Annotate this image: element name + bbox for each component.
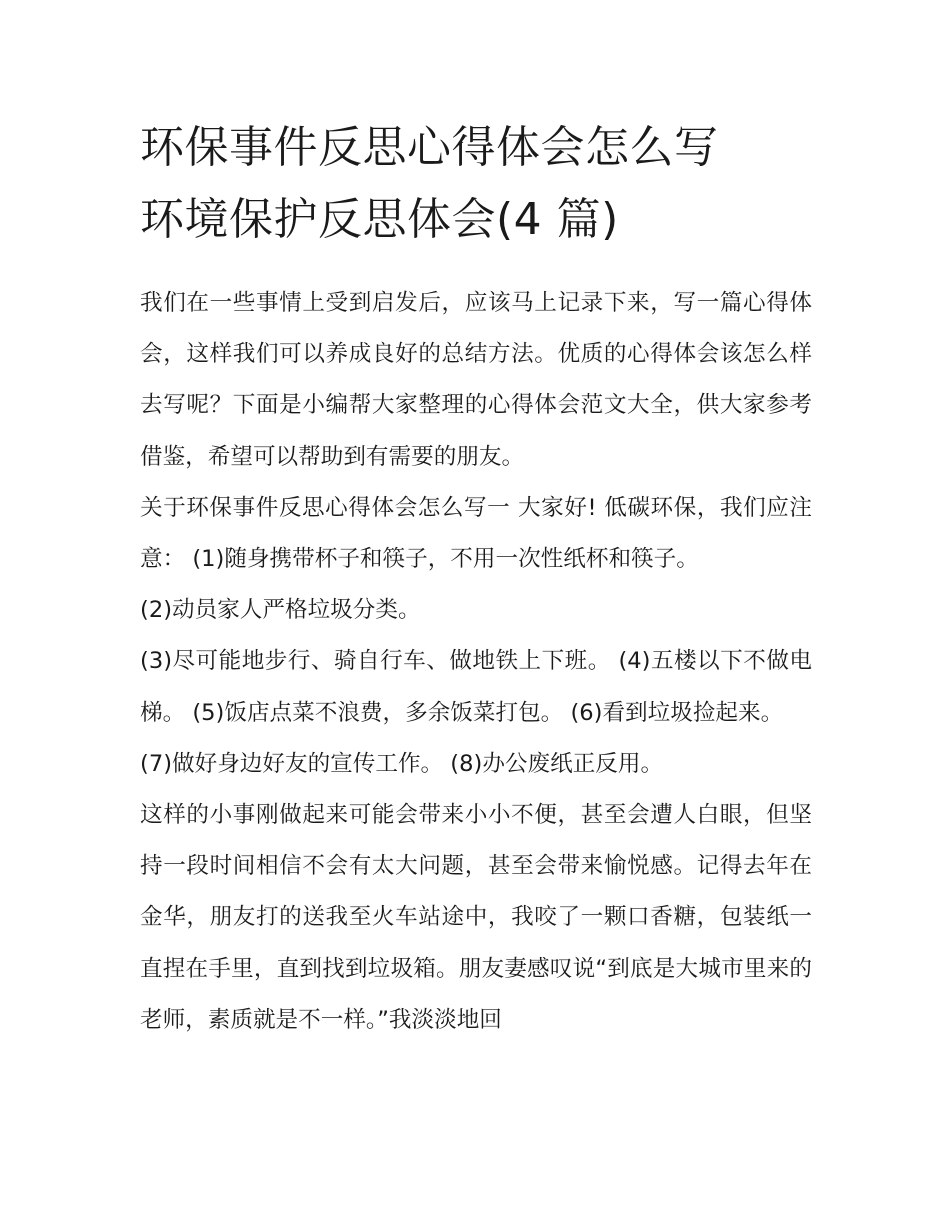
intro-paragraph: 我们在一些事情上受到启发后，应该马上记录下来，写一篇心得体会，这样我们可以养成良好的总结方法。优质的心得体会该怎么样去写呢？下面是小编帮大家整理的心得体会范文大全，供大家参考借鉴，希望可以帮助到有需要的朋友。 [140,290,812,470]
document-page [140,112,812,1046]
title-line-1: 环保事件反思心得体会怎么写 [140,122,719,173]
body-paragraph-1: 关于环保事件反思心得体会怎么写一 大家好! 低碳环保，我们应注意： (1)随身携带杯子和筷子，不用一次性纸杯和筷子。 [140,494,812,573]
body-paragraph-3: (3)尽可能地步行、骑自行车、做地铁上下班。 (4)五楼以下不做电梯。 (5)饭店点菜不浪费，多余饭菜打包。 (6)看到垃圾捡起来。 [140,648,812,726]
title-line-2: 环境保护反思体会(4 篇) [140,194,619,245]
document-title [140,112,812,256]
body-paragraph-5: 这样的小事刚做起来可能会带来小小不便，甚至会遭人白眼，但坚持一段时间相信不会有太大问题，甚至会带来愉悦感。记得去年在金华，朋友打的送我至火车站途中，我咬了一颗口香糖，包装纸一直捏在手里，直到找到垃圾箱。朋友妻感叹说“到底是大城市里来的老师，素质就是不一样。”我淡淡地回 [140,802,812,1033]
body-paragraph-2: (2)动员家人严格垃圾分类。 [140,597,421,624]
body-paragraph-4: (7)做好身边好友的宣传工作。 (8)办公废纸正反用。 [140,750,664,777]
